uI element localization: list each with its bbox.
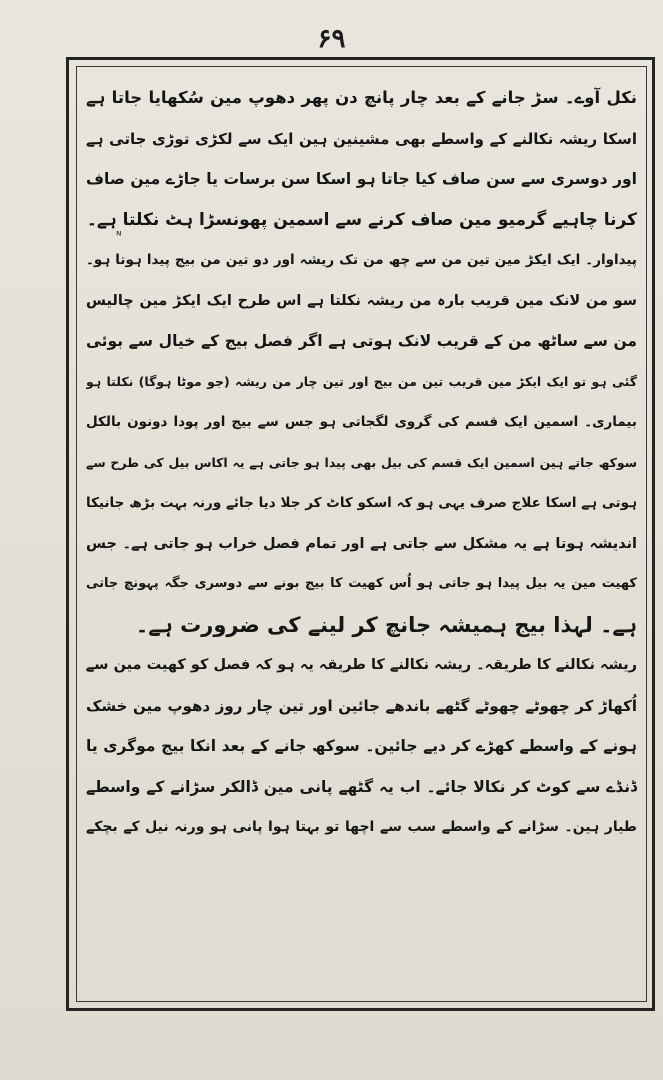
text-line: ریشہ نکالنے کا طریقہ۔ ریشہ نکالنے کا طریقہ یہ ہو کہ فصل کو کھیت مین سے [86,657,637,673]
text-line: بیماری۔ اسمین ایک قسم کی گروی لگجاتی ہو جس سے بیج اور پودا دونون بالکل [86,414,637,430]
handwritten-mark-icon: ᶰ [116,228,122,244]
text-line: نکل آوے۔ سڑ جانے کے بعد چار پانچ دن پھر دھوپ مین سُکھایا جاتا ہے [86,88,637,107]
text-line: ڈنڈے سے کوٹ کر نکالا جائے۔ اب یہ گٹھے پانی مین ڈالکر سڑانے کے واسطے [86,777,637,796]
text-line: گئی ہو تو ایک ایکڑ مین قریب تین من بیج اور تین چار من ریشہ (جو موٹا ہوگا) نکلتا ہو [86,373,637,389]
text-line: ہے۔ لہذا بیج ہمیشہ جانچ کر لینے کی ضرورت ہے۔ [135,612,637,637]
text-line: سوکھ جاتے ہین اسمین ایک قسم کی بیل بھی پیدا ہو جاتی ہے یہ اکاس بیل کی طرح سے [86,454,637,470]
text-line: اندیشہ ہوتا ہے یہ مشکل سے جاتی ہے اور تمام فصل خراب ہو جاتی ہے۔ جس [86,535,637,552]
text-line: کھیت مین یہ بیل پیدا ہو جاتی ہو اُس کھیت کا بیج بونے سے دوسری جگہ پہونچ جاتی [86,576,637,591]
text-line: سو من لانک مین قریب بارہ من ریشہ نکلتا ہے اس طرح ایک ایکڑ مین چالیس [86,292,637,309]
text-line: ہوتی ہے اسکا علاج صرف یہی ہو کہ اسکو کاٹ کر جلا دیا جائے ورنہ بہت بڑھ جانیکا [86,495,637,511]
text-line: من سے ساٹھ من کے قریب لانک ہوتی ہے اگر فصل بیج کے خیال سے بوئی [86,332,637,350]
text-line: اسکا ریشہ نکالنے کے واسطے بھی مشینین ہین ایک سے لکڑی توڑی جاتی ہے [86,129,637,148]
text-line: کرنا چاہیے گرمیو مین صاف کرنے سے اسمین پھونسڑا ہٹ نکلتا ہے۔ [86,209,637,230]
page-number: ۶۹ [317,24,346,54]
text-line: ہونے کے واسطے کھڑے کر دیے جائین۔ سوکھ جانے کے بعد انکا بیج موگری یا [86,737,637,755]
text-line: طیار ہین۔ سڑانے کے واسطے سب سے اچھا تو بہتا ہوا پانی ہو ورنہ نیل کے بچکے [86,819,637,835]
text-line: اور دوسری سے سن صاف کیا جاتا ہو اسکا سن برسات یا جاڑے مین صاف [86,170,637,188]
body-text [86,78,637,990]
text-line: پیداوار۔ ایک ایکڑ مین تین من سے چھ من تک ریشہ اور دو تین من بیج پیدا ہوتا ہو۔ [86,252,637,268]
text-line: اُکھاڑ کر چھوٹے چھوٹے گٹھے باندھے جائین اور تین چار روز دھوپ مین خشک [86,696,637,715]
